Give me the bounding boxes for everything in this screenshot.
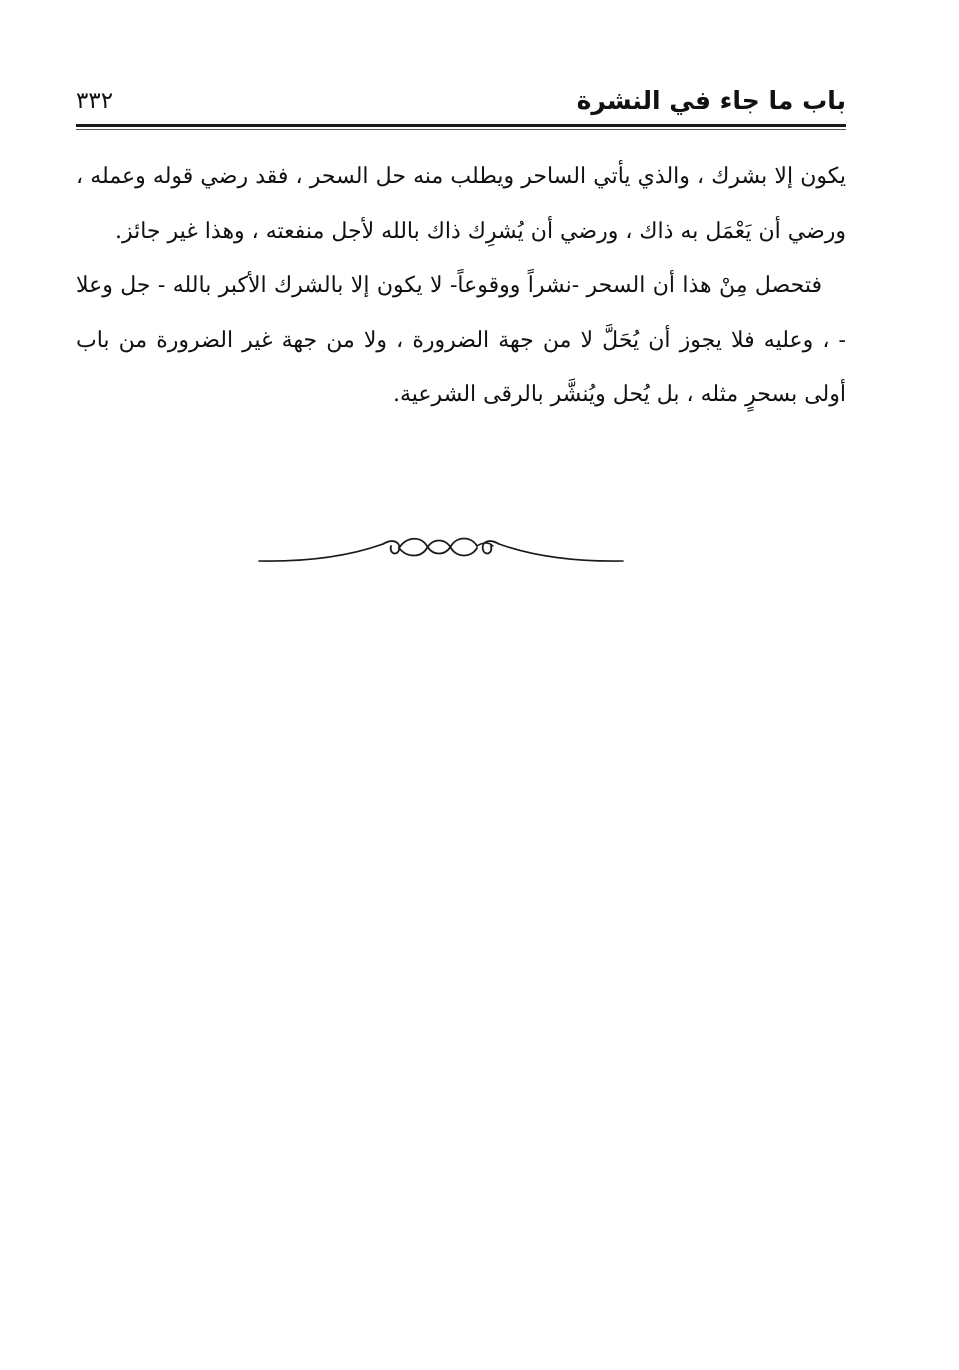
- flourish-divider-icon: [255, 528, 627, 572]
- page-header: [76, 80, 846, 124]
- page-number: ٣٣٢: [76, 88, 114, 114]
- header-rule-thin: [76, 129, 846, 130]
- paragraph-1: يكون إلا بشرك ، والذي يأتي الساحر ويطلب منه حل السحر ، فقد رضي قوله وعمله ، ورضي أن يَعْمَل به ذاك ، ورضي أن يُشرِك ذاك بالله لأجل منفعته ، وهذا غير جائز.: [76, 164, 846, 244]
- chapter-title: باب ما جاء في النشرة: [576, 86, 846, 115]
- body-text: [76, 150, 846, 423]
- header-rule-thick: [76, 124, 846, 127]
- paragraph-2: فتحصل مِنْ هذا أن السحر -نشراً ووقوعاً- لا يكون إلا بالشرك الأكبر بالله - جل وعلا - ، وعليه فلا يجوز أن يُحَلَّ لا من جهة الضرورة ، ولا من جهة غير الضرورة من باب أولى بسحرٍ مثله ، بل يُحل ويُنشَّر بالرقى الشرعية.: [76, 273, 846, 407]
